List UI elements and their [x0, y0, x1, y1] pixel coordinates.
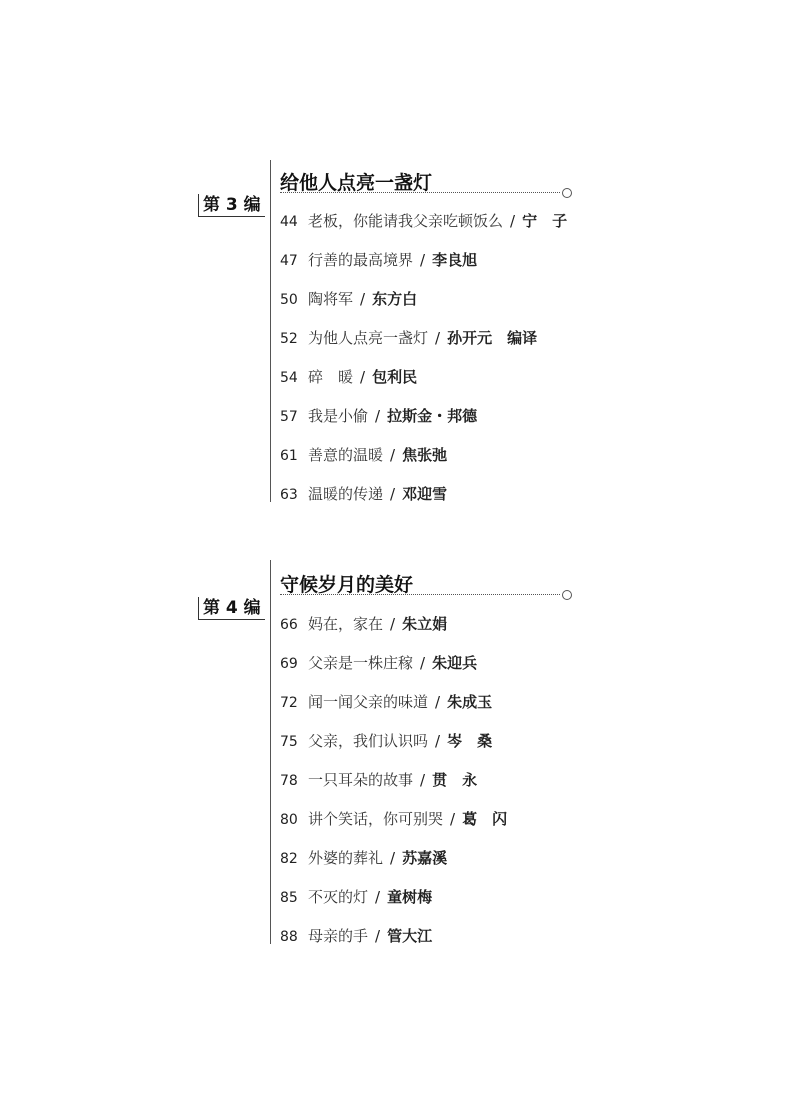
dotted-rule [280, 594, 560, 595]
entry-title: 讲个笑话，你可别哭 [308, 810, 444, 828]
page-number: 75 [280, 734, 298, 750]
separator: / [390, 446, 396, 464]
entry-title: 为他人点亮一盏灯 [308, 329, 429, 347]
separator: / [360, 368, 366, 386]
toc-entry[interactable] [280, 326, 537, 350]
toc-entry[interactable] [280, 443, 447, 467]
section-title: 守候岁月的美好 [280, 574, 414, 596]
page-number: 88 [280, 929, 298, 945]
page-number: 85 [280, 890, 298, 906]
page-number: 78 [280, 773, 298, 789]
separator: / [420, 654, 426, 672]
rule-end-ornament [562, 590, 572, 600]
toc-entry[interactable] [280, 729, 492, 753]
page-number: 80 [280, 812, 298, 828]
separator: / [390, 849, 396, 867]
page-number: 63 [280, 487, 298, 503]
separator: / [420, 251, 426, 269]
entry-title: 老板，你能请我父亲吃顿饭么 [308, 212, 504, 230]
entry-author: 东方白 [372, 290, 418, 308]
toc-entry[interactable] [280, 612, 447, 636]
rule-end-ornament [562, 188, 572, 198]
entry-author: 宁 子 [522, 212, 568, 230]
toc-entry[interactable] [280, 404, 477, 428]
separator: / [390, 615, 396, 633]
entry-author: 童树梅 [387, 888, 433, 906]
entry-author: 岑 桑 [447, 732, 493, 750]
entry-author: 苏嘉溪 [402, 849, 448, 867]
entry-author: 李良旭 [432, 251, 478, 269]
separator: / [390, 485, 396, 503]
separator: / [420, 771, 426, 789]
toc-entry[interactable] [280, 690, 492, 714]
entry-author: 拉斯金・邦德 [387, 407, 478, 425]
entry-author: 贯 永 [432, 771, 478, 789]
entry-author: 葛 闪 [462, 810, 508, 828]
separator: / [375, 407, 381, 425]
separator: / [435, 329, 441, 347]
entry-title: 父亲，我们认识吗 [308, 732, 429, 750]
toc-entry[interactable] [280, 248, 477, 272]
separator: / [510, 212, 516, 230]
page-number: 47 [280, 253, 298, 269]
page-number: 57 [280, 409, 298, 425]
section-vertical-rule [270, 560, 271, 944]
entry-author: 管大江 [387, 927, 433, 945]
toc-entry[interactable] [280, 768, 477, 792]
entry-title: 妈在，家在 [308, 615, 384, 633]
dotted-rule [280, 192, 560, 193]
page-number: 52 [280, 331, 298, 347]
part-label: 第 4 编 [198, 597, 265, 620]
toc-entry[interactable] [280, 482, 447, 506]
entry-author: 朱立娟 [402, 615, 448, 633]
toc-entry[interactable] [280, 365, 417, 389]
toc-entry[interactable] [280, 924, 432, 948]
entry-title: 父亲是一株庄稼 [308, 654, 414, 672]
entry-title: 碎 暖 [308, 368, 354, 386]
page-number: 66 [280, 617, 298, 633]
page-number: 69 [280, 656, 298, 672]
entry-title: 一只耳朵的故事 [308, 771, 414, 789]
separator: / [375, 888, 381, 906]
entry-author: 邓迎雪 [402, 485, 448, 503]
toc-entry[interactable] [280, 885, 432, 909]
toc-entry[interactable] [280, 209, 567, 233]
separator: / [375, 927, 381, 945]
part-label: 第 3 编 [198, 194, 265, 217]
entry-author: 朱成玉 [447, 693, 493, 711]
separator: / [435, 693, 441, 711]
section-vertical-rule [270, 160, 271, 502]
page-number: 50 [280, 292, 298, 308]
separator: / [360, 290, 366, 308]
section-title: 给他人点亮一盏灯 [280, 172, 433, 194]
page-number: 44 [280, 214, 298, 230]
entry-author: 包利民 [372, 368, 418, 386]
toc-entry[interactable] [280, 846, 447, 870]
entry-title: 善意的温暖 [308, 446, 384, 464]
entry-title: 陶将军 [308, 290, 354, 308]
page-number: 72 [280, 695, 298, 711]
toc-entry[interactable] [280, 807, 507, 831]
entry-title: 我是小偷 [308, 407, 369, 425]
entry-title: 闻一闻父亲的味道 [308, 693, 429, 711]
entry-author: 孙开元 编译 [447, 329, 538, 347]
page-number: 61 [280, 448, 298, 464]
entry-author: 朱迎兵 [432, 654, 478, 672]
separator: / [450, 810, 456, 828]
entry-title: 不灭的灯 [308, 888, 369, 906]
entry-title: 外婆的葬礼 [308, 849, 384, 867]
entry-title: 行善的最高境界 [308, 251, 414, 269]
toc-entry[interactable] [280, 651, 477, 675]
entry-title: 母亲的手 [308, 927, 369, 945]
entry-author: 焦张弛 [402, 446, 448, 464]
page-number: 54 [280, 370, 298, 386]
toc-entry[interactable] [280, 287, 417, 311]
entry-title: 温暖的传递 [308, 485, 384, 503]
page-number: 82 [280, 851, 298, 867]
separator: / [435, 732, 441, 750]
